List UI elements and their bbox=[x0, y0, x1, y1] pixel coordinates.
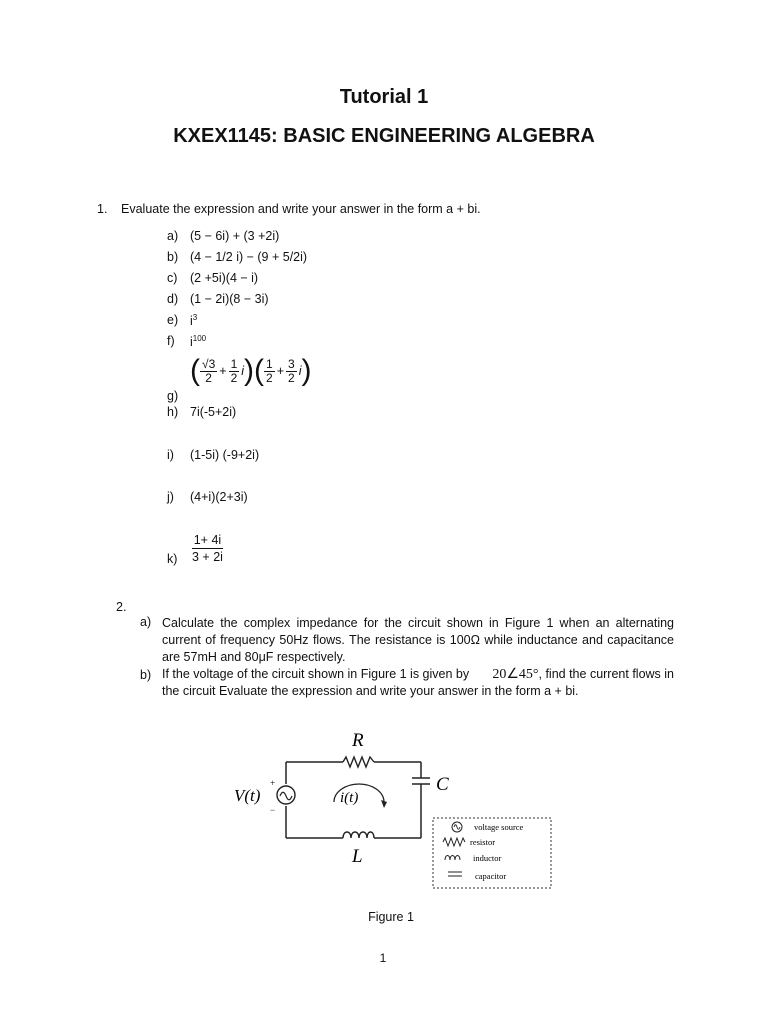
fraction: $\frac{3}{2}$ bbox=[288, 356, 295, 385]
tutorial-title: Tutorial 1 bbox=[339, 86, 429, 108]
resistor-label: R bbox=[352, 730, 364, 751]
item-expression: 7i(-5+2i) bbox=[190, 405, 237, 419]
power-base: i bbox=[190, 335, 193, 350]
power-exponent: 100 bbox=[192, 334, 207, 343]
question-2a-text: Calculate the complex impedance for the circuit shown in Figure 1 when an alternating current of frequency 50Hz flows. The resistance is 100Ω while inductance and capacitance are 57mH and 80μF respectively. bbox=[162, 616, 674, 664]
item-expression: (2 +5i)(4 − i) bbox=[190, 271, 259, 285]
capacitor-symbol bbox=[412, 778, 430, 784]
voltage-label: V(t) bbox=[234, 786, 261, 805]
inductor-symbol bbox=[343, 832, 374, 838]
item-label: b) bbox=[167, 250, 179, 264]
question-2-number: 2. bbox=[116, 600, 127, 614]
question-1-number: 1. bbox=[97, 202, 108, 216]
question-2b-text: If the voltage of the circuit shown in Figure 1 is given by 20∠45°, find the current flows in the circuit Evaluate the expression and write your answer in the form a + bi. bbox=[162, 667, 674, 698]
inductor-label: L bbox=[352, 846, 363, 867]
course-title: KXEX1145: BASIC ENGINEERING ALGEBRA bbox=[173, 125, 595, 147]
minus-sign: − bbox=[270, 805, 276, 815]
fraction: $\frac{1}{2}$ bbox=[266, 356, 273, 385]
svg-text:capacitor: capacitor bbox=[475, 871, 507, 881]
left-paren: ( bbox=[190, 354, 200, 387]
legend-inductor bbox=[445, 853, 501, 863]
legend-capacitor bbox=[448, 871, 506, 881]
item-label: k) bbox=[167, 552, 178, 566]
item-label: f) bbox=[167, 334, 175, 348]
question-2b-label: b) bbox=[140, 668, 152, 682]
legend-voltage-source bbox=[452, 822, 524, 832]
voltage-source-symbol bbox=[277, 786, 295, 804]
item-expression-fraction-product: ( $\frac{√3}{2}$ + $\frac{1}{2}$ i )( $\frac{1}{2}$ + $\frac{3}{2}$ i ) bbox=[190, 354, 312, 387]
question-2a-label: a) bbox=[140, 615, 152, 629]
item-expression: (1-5i) (-9+2i) bbox=[190, 448, 260, 462]
item-expression bbox=[190, 313, 197, 328]
item-label: j) bbox=[167, 490, 174, 504]
fraction: $\frac{√3}{2}$ bbox=[202, 356, 216, 385]
item-expression: (4+i)(2+3i) bbox=[190, 490, 248, 504]
item-label: d) bbox=[167, 292, 179, 306]
svg-text:inductor: inductor bbox=[473, 853, 502, 863]
fraction: $\frac{1}{2}$ bbox=[230, 356, 238, 385]
item-label: i) bbox=[167, 448, 174, 462]
power-exponent: 3 bbox=[192, 313, 198, 322]
item-label: e) bbox=[167, 313, 179, 327]
svg-text:voltage source: voltage source bbox=[474, 822, 524, 832]
phasor-voltage: 20∠45° bbox=[492, 667, 539, 682]
figure-caption: Figure 1 bbox=[368, 910, 414, 924]
item-label: a) bbox=[167, 229, 179, 243]
question-1-prompt: Evaluate the expression and write your answer in the form a + bi. bbox=[121, 202, 481, 216]
item-expression: (5 − 6i) + (3 +2i) bbox=[190, 229, 280, 243]
item-expression-fraction: $\frac{1+ 4i}{3 + 2i}$ bbox=[192, 533, 223, 564]
plus-sign: + bbox=[270, 778, 276, 788]
current-label: i(t) bbox=[340, 790, 359, 806]
right-paren: ) bbox=[301, 354, 312, 387]
circuit-diagram bbox=[226, 722, 564, 898]
item-label: c) bbox=[167, 271, 178, 285]
item-expression bbox=[190, 334, 206, 349]
power-base: i bbox=[190, 314, 193, 329]
item-label: g) bbox=[167, 389, 179, 403]
svg-text:resistor: resistor bbox=[470, 837, 496, 847]
capacitor-label: C bbox=[436, 774, 449, 795]
legend-resistor bbox=[443, 837, 495, 847]
page-number: 1 bbox=[379, 951, 387, 965]
item-expression: (1 − 2i)(8 − 3i) bbox=[190, 292, 269, 306]
item-label: h) bbox=[167, 405, 179, 419]
item-expression: (4 − 1/2 i) − (9 + 5/2i) bbox=[190, 250, 308, 264]
resistor-symbol bbox=[343, 757, 374, 767]
